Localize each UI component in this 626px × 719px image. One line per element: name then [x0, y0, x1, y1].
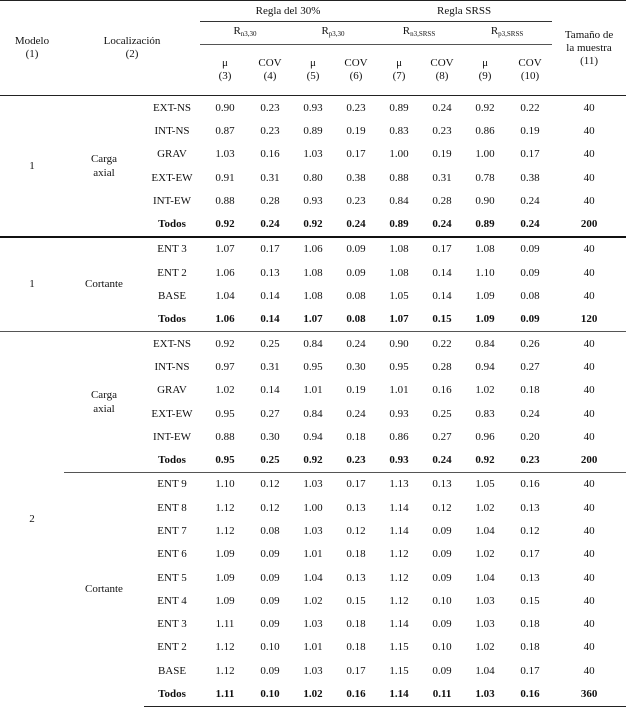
value-cell: 0.78: [475, 171, 495, 184]
value-cell: 0.95: [389, 360, 409, 373]
value-cell: 0.09: [432, 571, 452, 584]
value-cell: 0.16: [508, 472, 552, 496]
value-cell: 1.02: [475, 548, 495, 561]
value-cell: 0.95: [215, 407, 235, 420]
value-cell: 1.03: [475, 618, 495, 631]
value-cell: 0.23: [346, 194, 366, 207]
value-cell: 0.08: [260, 524, 280, 537]
value-cell: 0.17: [520, 148, 540, 161]
value-cell: 1.09: [215, 594, 235, 607]
value-cell: 0.11: [422, 682, 462, 706]
value-cell: 1.00: [303, 501, 323, 514]
element-name: BASE: [157, 664, 187, 677]
value-cell: 0.83: [389, 124, 409, 137]
value-cell: 0.84: [389, 194, 409, 207]
value-cell: 0.13: [346, 571, 366, 584]
value-cell: 0.23: [346, 454, 366, 467]
value-cell: 40: [583, 524, 595, 537]
value-cell: 40: [583, 360, 595, 373]
value-cell: 1.12: [215, 501, 235, 514]
value-cell: 0.25: [432, 407, 452, 420]
value-cell: 1.06: [215, 313, 235, 326]
value-cell: 40: [583, 101, 595, 114]
value-cell: 1.13: [376, 472, 422, 496]
localizacion-cell: [64, 96, 144, 237]
value-cell: 0.09: [260, 548, 280, 561]
value-cell: 0.09: [346, 266, 366, 279]
value-cell: 0.16: [508, 682, 552, 706]
value-cell: 0.24: [432, 218, 452, 231]
localizacion-label: axial: [93, 166, 115, 179]
value-cell: 0.95: [215, 454, 235, 467]
header-cov-6: COV (6): [336, 45, 376, 96]
value-cell: 0.09: [432, 664, 452, 677]
value-cell: 1.09: [475, 313, 495, 326]
header-cov-4: COV (4): [250, 45, 290, 96]
value-cell: 40: [583, 148, 595, 161]
header-mu-3: μ (3): [200, 45, 250, 96]
value-cell: 0.89: [303, 124, 323, 137]
value-cell: 0.13: [422, 472, 462, 496]
value-cell: 40: [583, 571, 595, 584]
value-cell: 1.03: [215, 148, 235, 161]
value-cell: 1.04: [475, 524, 495, 537]
header-rp3-srss: $R_{p3,SRSS}$: [462, 22, 552, 45]
value-cell: 0.10: [260, 641, 280, 654]
table-row: [0, 472, 626, 496]
value-cell: 1.09: [215, 548, 235, 561]
value-cell: 0.09: [336, 237, 376, 261]
value-cell: 1.12: [389, 548, 409, 561]
value-cell: 0.13: [520, 501, 540, 514]
value-cell: 0.17: [346, 664, 366, 677]
value-cell: 0.95: [303, 360, 323, 373]
value-cell: 1.09: [215, 571, 235, 584]
value-cell: 120: [580, 313, 598, 326]
value-cell: 0.17: [250, 237, 290, 261]
value-cell: 0.09: [260, 664, 280, 677]
modelo-cell: [0, 96, 64, 237]
value-cell: 1.02: [290, 682, 336, 706]
header-rp3-30: $R_{p3,30}$: [290, 22, 376, 45]
value-cell: 1.14: [376, 682, 422, 706]
value-cell: 0.12: [260, 501, 280, 514]
localizacion-cell: [64, 472, 144, 706]
value-cell: 0.96: [475, 430, 495, 443]
value-cell: 0.90: [376, 331, 422, 355]
element-name: INT-EW: [152, 430, 192, 443]
value-cell: 1.01: [303, 548, 323, 561]
value-cell: 1.02: [303, 594, 323, 607]
value-cell: 0.09: [260, 618, 280, 631]
element-name: EXT-EW: [151, 171, 193, 184]
value-cell: 0.86: [475, 124, 495, 137]
element-name: EXT-EW: [151, 407, 193, 420]
value-cell: 1.01: [303, 641, 323, 654]
value-cell: 1.04: [215, 290, 235, 303]
value-cell: 0.24: [346, 407, 366, 420]
value-cell: 0.84: [462, 331, 508, 355]
value-cell: 0.20: [520, 430, 540, 443]
header-mu-7: μ (7): [376, 45, 422, 96]
value-cell: 0.14: [260, 384, 280, 397]
value-cell: 1.04: [475, 571, 495, 584]
value-cell: 0.08: [346, 313, 366, 326]
header-mu-9: μ (9): [462, 45, 508, 96]
value-cell: 1.05: [389, 290, 409, 303]
value-cell: 0.09: [520, 313, 540, 326]
value-cell: 0.84: [303, 407, 323, 420]
value-cell: 1.10: [200, 472, 250, 496]
value-cell: 1.12: [215, 664, 235, 677]
value-cell: 0.92: [303, 454, 323, 467]
value-cell: 0.10: [432, 641, 452, 654]
value-cell: 40: [552, 331, 626, 355]
value-cell: 1.02: [475, 501, 495, 514]
value-cell: 1.14: [389, 618, 409, 631]
value-cell: 1.01: [389, 384, 409, 397]
value-cell: 1.12: [389, 571, 409, 584]
value-cell: 0.31: [260, 171, 280, 184]
value-cell: 0.80: [303, 171, 323, 184]
value-cell: 0.12: [346, 524, 366, 537]
modelo-value: 1: [29, 159, 35, 172]
value-cell: 0.93: [303, 101, 323, 114]
value-cell: 0.15: [520, 594, 540, 607]
header-mu-5: μ (5): [290, 45, 336, 96]
value-cell: 0.92: [303, 218, 323, 231]
element-name: GRAV: [157, 384, 187, 397]
value-cell: 0.90: [475, 194, 495, 207]
modelo-value: 2: [29, 513, 35, 526]
value-cell: 0.18: [346, 548, 366, 561]
value-cell: 0.24: [432, 101, 452, 114]
value-cell: 0.90: [215, 101, 235, 114]
value-cell: 40: [583, 290, 595, 303]
value-cell: 1.15: [389, 664, 409, 677]
value-cell: 0.91: [215, 171, 235, 184]
table-row: [0, 96, 626, 120]
value-cell: 0.92: [475, 101, 495, 114]
element-name: INT-NS: [154, 360, 190, 373]
value-cell: 0.13: [346, 501, 366, 514]
value-cell: 0.24: [336, 331, 376, 355]
table-row: [0, 237, 626, 261]
localizacion-label: Cortante: [85, 278, 123, 291]
value-cell: 1.08: [376, 237, 422, 261]
table-row: [0, 331, 626, 355]
element-name: ENT 4: [157, 594, 187, 607]
value-cell: 0.12: [520, 524, 540, 537]
value-cell: 1.14: [389, 524, 409, 537]
value-cell: 40: [583, 430, 595, 443]
value-cell: 0.25: [250, 331, 290, 355]
value-cell: 1.15: [389, 641, 409, 654]
value-cell: 0.19: [346, 124, 366, 137]
value-cell: 1.14: [389, 501, 409, 514]
value-cell: 40: [583, 124, 595, 137]
element-name: ENT 2: [157, 641, 187, 654]
value-cell: 40: [583, 384, 595, 397]
element-name: ENT 2: [157, 266, 187, 279]
value-cell: 0.14: [260, 313, 280, 326]
value-cell: 0.24: [346, 218, 366, 231]
element-name: EXT-NS: [144, 331, 200, 355]
value-cell: 0.27: [432, 430, 452, 443]
header-cov-10: COV (10): [508, 45, 552, 96]
value-cell: 0.18: [520, 618, 540, 631]
value-cell: 0.09: [260, 594, 280, 607]
value-cell: 0.08: [346, 290, 366, 303]
value-cell: 0.28: [260, 194, 280, 207]
value-cell: 0.27: [520, 360, 540, 373]
value-cell: 0.16: [432, 384, 452, 397]
modelo-value: 1: [29, 278, 35, 291]
value-cell: 0.30: [260, 430, 280, 443]
value-cell: 1.02: [475, 384, 495, 397]
value-cell: 0.13: [260, 266, 280, 279]
value-cell: 0.28: [432, 194, 452, 207]
value-cell: 1.02: [475, 641, 495, 654]
value-cell: 0.13: [520, 571, 540, 584]
value-cell: 40: [552, 237, 626, 261]
header-rn3-srss: $R_{n3,SRSS}$: [376, 22, 462, 45]
value-cell: 0.83: [475, 407, 495, 420]
value-cell: 1.09: [475, 290, 495, 303]
element-name: ENT 7: [157, 524, 187, 537]
value-cell: 0.19: [346, 384, 366, 397]
value-cell: 0.93: [389, 407, 409, 420]
value-cell: 1.06: [215, 266, 235, 279]
value-cell: 0.18: [520, 384, 540, 397]
value-cell: 0.23: [260, 124, 280, 137]
table-body: [0, 96, 626, 707]
value-cell: 0.92: [200, 331, 250, 355]
value-cell: 1.11: [215, 618, 235, 631]
value-cell: 1.02: [215, 384, 235, 397]
localizacion-label: Carga: [90, 152, 118, 165]
element-name: ENT 9: [144, 472, 200, 496]
value-cell: 1.08: [303, 266, 323, 279]
value-cell: 0.92: [215, 218, 235, 231]
value-cell: 1.11: [200, 682, 250, 706]
value-cell: 0.17: [346, 148, 366, 161]
value-cell: 1.12: [215, 524, 235, 537]
value-cell: 0.15: [432, 313, 452, 326]
value-cell: 0.18: [520, 641, 540, 654]
value-cell: 0.19: [520, 124, 540, 137]
value-cell: 0.38: [346, 171, 366, 184]
value-cell: 0.28: [432, 360, 452, 373]
value-cell: 0.38: [520, 171, 540, 184]
value-cell: 1.03: [303, 524, 323, 537]
value-cell: 1.03: [303, 148, 323, 161]
value-cell: 0.24: [260, 218, 280, 231]
element-name: GRAV: [157, 148, 187, 161]
header-regla-srss: Regla SRSS: [376, 1, 552, 22]
value-cell: 0.27: [260, 407, 280, 420]
value-cell: 0.14: [260, 290, 280, 303]
value-cell: 1.07: [389, 313, 409, 326]
header-tamano-muestra: Tamaño de la muestra (11): [552, 1, 626, 96]
value-cell: 0.88: [215, 430, 235, 443]
value-cell: 1.00: [475, 148, 495, 161]
element-name: ENT 5: [157, 571, 187, 584]
value-cell: 0.23: [432, 124, 452, 137]
value-cell: 1.08: [462, 237, 508, 261]
value-cell: 0.09: [508, 237, 552, 261]
value-cell: 1.03: [303, 664, 323, 677]
value-cell: 40: [583, 407, 595, 420]
value-cell: 0.18: [346, 618, 366, 631]
value-cell: 1.08: [389, 266, 409, 279]
element-name: Todos: [158, 313, 186, 326]
value-cell: 0.22: [520, 101, 540, 114]
element-name: INT-NS: [154, 124, 190, 137]
value-cell: 0.93: [303, 194, 323, 207]
value-cell: 0.09: [432, 524, 452, 537]
value-cell: 0.09: [260, 571, 280, 584]
element-name: ENT 3: [144, 237, 200, 261]
value-cell: 0.24: [432, 454, 452, 467]
value-cell: 0.19: [432, 148, 452, 161]
element-name: Todos: [158, 218, 186, 231]
localizacion-cell: [64, 237, 144, 332]
value-cell: 0.18: [346, 641, 366, 654]
value-cell: 0.88: [389, 171, 409, 184]
value-cell: 1.07: [200, 237, 250, 261]
localizacion-label: axial: [93, 402, 115, 415]
value-cell: 0.24: [520, 194, 540, 207]
header-regla-30: Regla del 30%: [200, 1, 376, 22]
modelo-cell: [0, 331, 64, 706]
value-cell: 1.12: [389, 594, 409, 607]
value-cell: 1.10: [475, 266, 495, 279]
element-name: Todos: [144, 682, 200, 706]
value-cell: 1.01: [303, 384, 323, 397]
element-name: Todos: [158, 454, 186, 467]
value-cell: 0.25: [260, 454, 280, 467]
value-cell: 0.16: [260, 148, 280, 161]
value-cell: 0.86: [389, 430, 409, 443]
value-cell: 40: [583, 171, 595, 184]
value-cell: 0.89: [389, 101, 409, 114]
value-cell: 0.17: [520, 548, 540, 561]
value-cell: 1.00: [389, 148, 409, 161]
value-cell: 0.88: [215, 194, 235, 207]
value-cell: 0.15: [346, 594, 366, 607]
value-cell: 0.14: [432, 290, 452, 303]
value-cell: 0.09: [520, 266, 540, 279]
value-cell: 0.23: [346, 101, 366, 114]
value-cell: 0.93: [389, 454, 409, 467]
localizacion-label: Carga: [90, 388, 118, 401]
header-rn3-30: $R_{n3,30}$: [200, 22, 290, 45]
value-cell: 0.30: [346, 360, 366, 373]
value-cell: 1.07: [303, 313, 323, 326]
value-cell: 1.03: [475, 594, 495, 607]
value-cell: 0.89: [389, 218, 409, 231]
value-cell: 1.12: [215, 641, 235, 654]
value-cell: 1.06: [290, 237, 336, 261]
value-cell: 0.17: [422, 237, 462, 261]
value-cell: 40: [583, 501, 595, 514]
element-name: ENT 6: [157, 548, 187, 561]
value-cell: 200: [580, 454, 598, 467]
value-cell: 0.94: [303, 430, 323, 443]
value-cell: 1.08: [303, 290, 323, 303]
element-name: ENT 3: [157, 618, 187, 631]
value-cell: 40: [583, 618, 595, 631]
value-cell: 0.12: [250, 472, 290, 496]
value-cell: 0.23: [260, 101, 280, 114]
value-cell: 40: [583, 266, 595, 279]
header-localizacion: Localización (2): [64, 1, 200, 96]
localizacion-cell: [64, 331, 144, 472]
value-cell: 0.24: [520, 407, 540, 420]
value-cell: 0.09: [432, 548, 452, 561]
value-cell: 0.12: [432, 501, 452, 514]
value-cell: 0.23: [520, 454, 540, 467]
localizacion-label: Cortante: [85, 583, 123, 596]
value-cell: 200: [580, 218, 598, 231]
value-cell: 0.26: [508, 331, 552, 355]
value-cell: 40: [583, 548, 595, 561]
value-cell: 1.03: [290, 472, 336, 496]
value-cell: 40: [583, 664, 595, 677]
value-cell: 0.22: [422, 331, 462, 355]
value-cell: 0.10: [432, 594, 452, 607]
header-cov-8: COV (8): [422, 45, 462, 96]
value-cell: 1.04: [303, 571, 323, 584]
element-name: EXT-NS: [152, 101, 192, 114]
element-name: BASE: [157, 290, 187, 303]
element-name: INT-EW: [152, 194, 192, 207]
value-cell: 0.10: [250, 682, 290, 706]
value-cell: 0.97: [215, 360, 235, 373]
value-cell: 40: [583, 594, 595, 607]
value-cell: 0.87: [215, 124, 235, 137]
value-cell: 0.16: [336, 682, 376, 706]
header-modelo: Modelo (1): [0, 1, 64, 96]
value-cell: 1.03: [462, 682, 508, 706]
value-cell: 1.03: [303, 618, 323, 631]
value-cell: 0.08: [520, 290, 540, 303]
value-cell: 0.17: [520, 664, 540, 677]
value-cell: 0.14: [432, 266, 452, 279]
value-cell: 0.31: [260, 360, 280, 373]
value-cell: 0.94: [475, 360, 495, 373]
value-cell: 40: [583, 194, 595, 207]
value-cell: 360: [552, 682, 626, 706]
modelo-cell: [0, 237, 64, 332]
value-cell: 0.31: [432, 171, 452, 184]
value-cell: 1.04: [475, 664, 495, 677]
value-cell: 0.18: [346, 430, 366, 443]
value-cell: 40: [552, 472, 626, 496]
element-name: ENT 8: [157, 501, 187, 514]
value-cell: 0.09: [432, 618, 452, 631]
value-cell: 40: [583, 641, 595, 654]
value-cell: 0.17: [336, 472, 376, 496]
value-cell: 0.92: [475, 454, 495, 467]
value-cell: 0.89: [475, 218, 495, 231]
value-cell: 0.24: [520, 218, 540, 231]
value-cell: 1.05: [462, 472, 508, 496]
value-cell: 0.84: [290, 331, 336, 355]
